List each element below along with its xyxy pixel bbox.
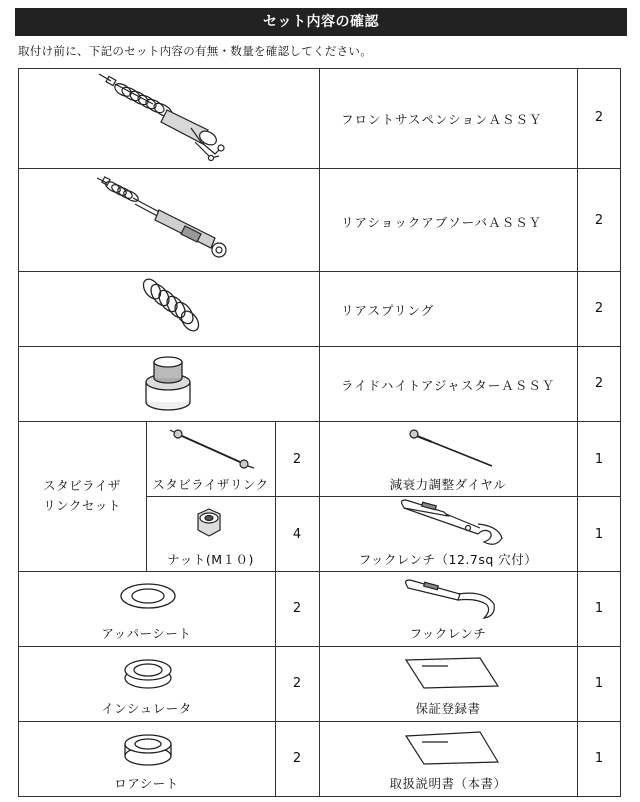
column-divider (146, 421, 147, 571)
part-name: フックレンチ（12.7sq 穴付） (358, 552, 538, 567)
row-divider (146, 496, 621, 497)
part-name: 保証登録書 (415, 701, 481, 716)
column-divider (319, 68, 320, 797)
hook-wrench-with-hole-image (398, 498, 510, 548)
part-quantity: 1 (594, 527, 604, 542)
part-quantity: 2 (594, 110, 604, 125)
part-name: ロアシート (114, 776, 179, 791)
part-quantity: 2 (594, 213, 604, 228)
column-divider (275, 421, 276, 796)
part-quantity: 2 (292, 452, 302, 467)
upper-seat-image (118, 581, 178, 611)
parts-table (18, 68, 621, 797)
part-name: リアショックアブソーバＡＳＳＹ (341, 215, 543, 230)
warranty-card-image (404, 656, 500, 690)
part-name: リアスプリング (341, 303, 435, 318)
part-name: ライドハイトアジャスターＡＳＳＹ (341, 378, 556, 393)
part-quantity: 1 (594, 452, 604, 467)
part-quantity: 1 (594, 601, 604, 616)
part-quantity: 2 (594, 376, 604, 391)
part-quantity: 2 (594, 301, 604, 316)
rear-shock-image (93, 174, 243, 266)
part-quantity: 2 (292, 676, 302, 691)
column-divider (577, 68, 578, 797)
section-title-bar: セット内容の確認 (15, 8, 627, 36)
rear-spring-image (130, 277, 210, 339)
part-name: 減衰力調整ダイヤル (389, 477, 507, 492)
nut-image (192, 508, 226, 538)
part-name: 取扱説明書（本書） (389, 776, 507, 791)
nut-name: ナット(M１０) (167, 552, 254, 567)
stabilizer-link-name: スタビライザリンク (152, 477, 269, 492)
stabilizer-group-label: スタビライザ リンクセット (43, 478, 121, 513)
part-name: フックレンチ (409, 626, 487, 641)
lower-seat-image (122, 730, 174, 768)
insulator-image (122, 656, 174, 692)
part-name: アッパーシート (101, 626, 192, 641)
stabilizer-link-image (168, 426, 258, 471)
damping-dial-image (406, 426, 496, 468)
part-quantity: 2 (292, 601, 302, 616)
ride-height-adjuster-image (136, 352, 200, 414)
part-name: フロントサスペンションＡＳＳＹ (341, 112, 543, 127)
part-quantity: 4 (292, 527, 302, 542)
part-quantity: 1 (594, 751, 604, 766)
table-border-right (620, 68, 621, 797)
table-border-left (18, 68, 19, 797)
part-quantity: 2 (292, 751, 302, 766)
instruction-text: 取付け前に、下記のセット内容の有無・数量を確認してください。 (18, 44, 372, 58)
instruction-manual-image (404, 730, 500, 766)
front-suspension-image (93, 72, 243, 164)
part-quantity: 1 (594, 676, 604, 691)
hook-wrench-image (402, 578, 506, 622)
part-name: インシュレータ (101, 701, 192, 716)
